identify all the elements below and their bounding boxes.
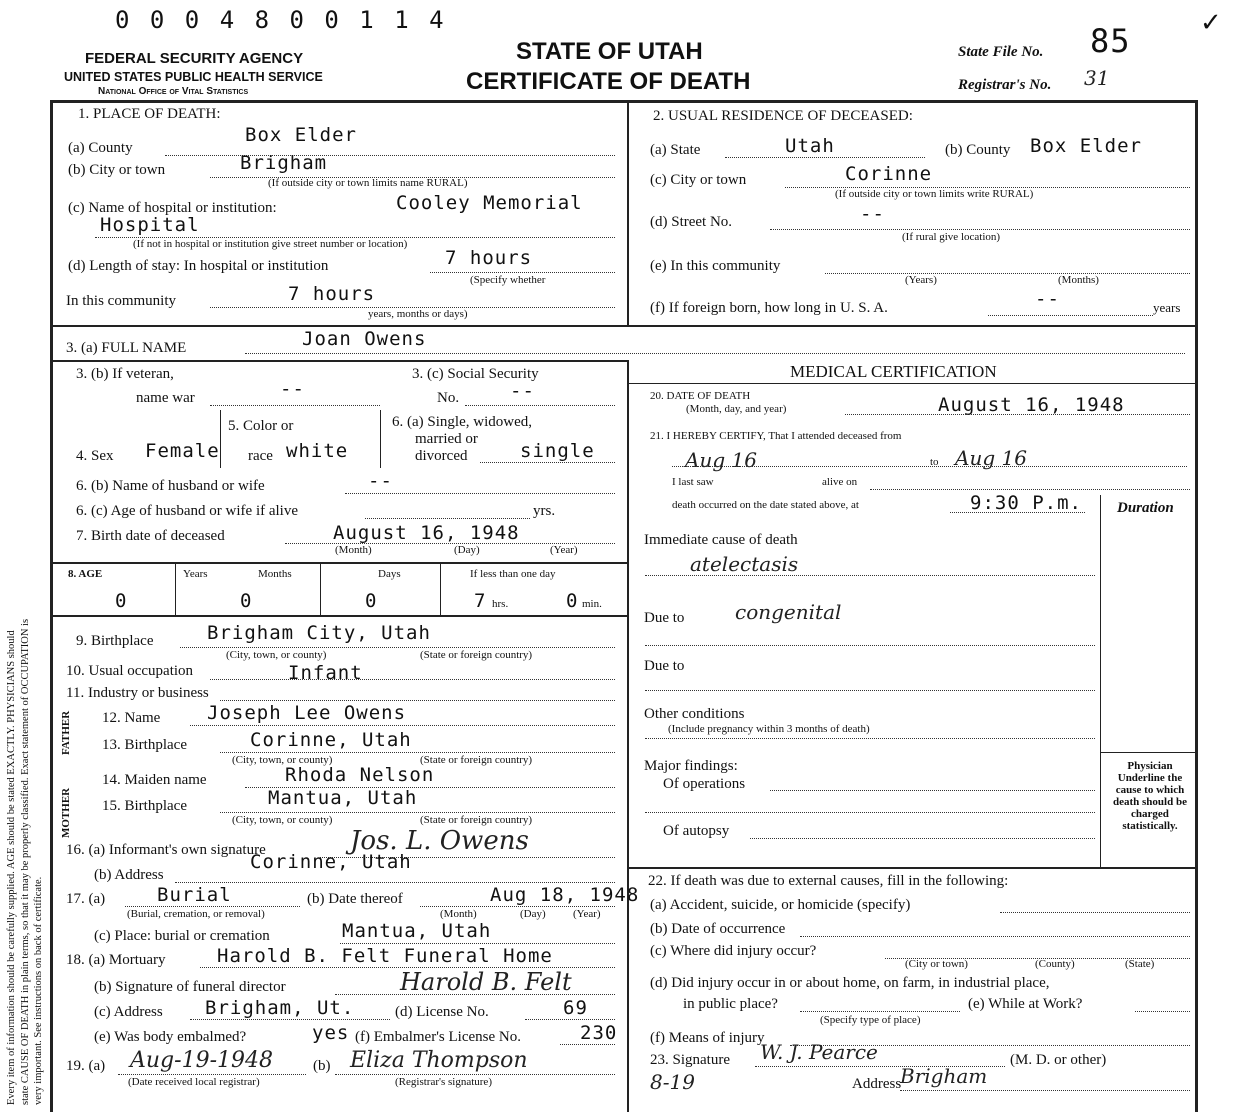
res-community-label: (e) In this community — [650, 258, 781, 274]
father-bp-city-note: (City, town, or county) — [232, 754, 333, 766]
occupation-label: 10. Usual occupation — [66, 663, 194, 679]
physician-signature: W. J. Pearce — [760, 1040, 878, 1064]
fullname-value: Joan Owens — [302, 328, 427, 350]
received-note: (Date received local registrar) — [128, 1076, 260, 1088]
check-mark-icon: ✓ — [1200, 8, 1222, 38]
immediate-cause-label: Immediate cause of death — [644, 532, 798, 548]
means-label: (f) Means of injury — [650, 1030, 765, 1046]
physician-address: Brigham — [900, 1064, 988, 1088]
husband-value: -- — [368, 470, 393, 492]
foreign-value: -- — [1035, 288, 1060, 310]
mother-side-label: MOTHER — [60, 787, 72, 838]
community-label: In this community — [66, 293, 176, 309]
margin-instructions-2: state CAUSE OF DEATH in plain terms, so that it may be properly classified. Exact statement of OCCUPATION is — [20, 618, 31, 1105]
last-saw-label: I last saw — [672, 476, 714, 488]
state-file-number: 85 — [1090, 22, 1131, 60]
res-months-note: (Months) — [1058, 274, 1099, 286]
burial-label: 17. (a) — [66, 891, 106, 907]
county-label: (a) County — [68, 140, 133, 156]
registrar-signature: Eliza Thompson — [350, 1048, 528, 1073]
veteran-label: 3. (b) If veteran, — [76, 366, 174, 382]
physician-note: Physician Underline the cause to which death should be charged statistically. — [1113, 760, 1187, 832]
specify-note: (Specify whether — [470, 274, 546, 286]
informant-label: 16. (a) Informant's own signature — [66, 842, 266, 858]
age-label: 8. AGE — [68, 568, 103, 580]
husband-age-label: 6. (c) Age of husband or wife if alive — [76, 503, 299, 519]
time-value: 9:30 P.m. — [970, 492, 1082, 514]
mother-birthplace-label: 15. Birthplace — [102, 798, 187, 814]
attended-to-value: Aug 16 — [955, 446, 1027, 470]
birthplace-label: 9. Birthplace — [76, 633, 154, 649]
hospital-value-2: Hospital — [100, 214, 200, 236]
birthplace-value: Brigham City, Utah — [207, 622, 431, 644]
birthplace-city-note: (City, town, or county) — [226, 649, 327, 661]
father-name-label: 12. Name — [102, 710, 161, 726]
age-less-header: If less than one day — [470, 568, 556, 580]
operations-label: Of operations — [663, 776, 746, 792]
attended-from-value: Aug 16 — [685, 448, 757, 472]
age-min-unit: min. — [582, 598, 602, 610]
informant-signature: Jos. L. Owens — [350, 826, 529, 856]
state-title: STATE OF UTAH — [516, 38, 703, 65]
res-state-value: Utah — [785, 135, 835, 157]
certify-text: 21. I HEREBY CERTIFY, That I attended deceased from — [650, 430, 902, 442]
father-birthplace-label: 13. Birthplace — [102, 737, 187, 753]
year-note: (Year) — [550, 544, 578, 556]
registrar-number: 31 — [1084, 66, 1110, 90]
license-label: (d) License No. — [395, 1004, 489, 1020]
age-days-value: 0 — [365, 590, 378, 612]
war-label: name war — [136, 390, 195, 406]
burial-date-value: Aug 18, 1948 — [490, 884, 640, 906]
embalmed-label: (e) Was body embalmed? — [94, 1029, 247, 1045]
hospital-value: Cooley Memorial — [396, 192, 583, 214]
immediate-cause-value: atelectasis — [690, 552, 799, 576]
where-city-note: (City or town) — [905, 958, 968, 970]
residence-heading: 2. USUAL RESIDENCE OF DECEASED: — [653, 108, 913, 124]
public-label: in public place? — [683, 996, 778, 1012]
marital-label-3: divorced — [415, 448, 468, 464]
sex-label: 4. Sex — [76, 448, 114, 464]
major-findings-label: Major findings: — [644, 758, 738, 774]
marital-label-1: 6. (a) Single, widowed, — [392, 414, 532, 430]
informant-address-label: (b) Address — [94, 867, 164, 883]
street-label: (d) Street No. — [650, 214, 733, 230]
yrs-label: yrs. — [533, 503, 556, 519]
serial-number: 0 0 0 4 8 0 0 1 1 4 — [115, 6, 447, 34]
hospital-note: (If not in hospital or institution give street number or location) — [133, 238, 408, 250]
age-months-value: 0 — [240, 590, 253, 612]
burial-note: (Burial, cremation, or removal) — [127, 908, 265, 920]
due-to-2-label: Due to — [644, 658, 685, 674]
father-side-label: FATHER — [60, 710, 72, 755]
where-label: (c) Where did injury occur? — [650, 943, 817, 959]
res-city-note: (If outside city or town limits write RURAL) — [835, 188, 1034, 200]
res-years-note: (Years) — [905, 274, 937, 286]
mother-name-label: 14. Maiden name — [102, 772, 207, 788]
other-conditions-note: (Include pregnancy within 3 months of death) — [668, 723, 870, 735]
embalmer-value: 230 — [580, 1022, 618, 1044]
due-to-1-label: Due to — [644, 610, 685, 626]
work-label: (e) While at Work? — [968, 996, 1083, 1012]
registrar-note: (Registrar's signature) — [395, 1076, 492, 1088]
color-label: 5. Color or — [228, 418, 294, 434]
medical-heading: MEDICAL CERTIFICATION — [790, 362, 997, 381]
race-value: white — [286, 440, 349, 462]
place-label: (c) Place: burial or cremation — [94, 928, 270, 944]
ss-no-label: No. — [437, 390, 460, 406]
burial-year-note: (Year) — [573, 908, 601, 920]
age-years-header: Years — [183, 568, 208, 580]
received-value: Aug-19-1948 — [130, 1048, 273, 1073]
fullname-label: 3. (a) FULL NAME — [66, 340, 187, 356]
signature-label: 23. Signature — [650, 1052, 730, 1068]
city-note: (If outside city or town limits name RURAL) — [268, 177, 468, 189]
state-file-label: State File No. — [958, 44, 1044, 60]
hospital-label: (c) Name of hospital or institution: — [68, 200, 277, 216]
page-title: CERTIFICATE OF DEATH — [466, 68, 751, 95]
physician-sign-date: 8-19 — [650, 1070, 695, 1094]
dod-sub: (Month, day, and year) — [686, 403, 787, 415]
fd-address-label: (c) Address — [94, 1004, 163, 1020]
war-value: -- — [280, 378, 305, 400]
agency-service: UNITED STATES PUBLIC HEALTH SERVICE — [64, 70, 323, 84]
mortuary-value: Harold B. Felt Funeral Home — [217, 945, 553, 967]
mother-bp-city-note: (City, town, or county) — [232, 814, 333, 826]
other-conditions-label: Other conditions — [644, 706, 745, 722]
res-county-value: Box Elder — [1030, 135, 1142, 157]
specify-place-note: (Specify type of place) — [820, 1014, 921, 1026]
month-note: (Month) — [335, 544, 372, 556]
margin-instructions-3: very important. See instructions on back of certificate. — [33, 876, 44, 1105]
community-value: 7 hours — [288, 283, 376, 305]
duration-label: Duration — [1117, 500, 1174, 516]
age-hrs-unit: hrs. — [492, 598, 509, 610]
city-label: (b) City or town — [68, 162, 166, 178]
ss-value: -- — [510, 380, 535, 402]
where-state-note: (State) — [1125, 958, 1155, 970]
stay-value: 7 hours — [445, 247, 533, 269]
dod-value: August 16, 1948 — [938, 394, 1125, 416]
place-value: Mantua, Utah — [342, 920, 492, 942]
age-days-header: Days — [378, 568, 401, 580]
embalmed-value: yes — [312, 1022, 350, 1044]
county-value: Box Elder — [245, 124, 357, 146]
mother-birthplace-value: Mantua, Utah — [268, 787, 418, 809]
foreign-years-suffix: years — [1153, 300, 1181, 315]
street-value: -- — [860, 203, 885, 225]
race-label: race — [248, 448, 273, 464]
where-county-note: (County) — [1035, 958, 1075, 970]
due-to-1-value: congenital — [735, 600, 842, 624]
home-label: (d) Did injury occur in or about home, on farm, in industrial place, — [650, 975, 1050, 991]
marital-value: single — [520, 440, 595, 462]
occupation-value: Infant — [288, 662, 363, 684]
units-note: years, months or days) — [368, 308, 468, 320]
burial-value: Burial — [157, 884, 232, 906]
md-label: (M. D. or other) — [1010, 1052, 1107, 1068]
foreign-label: (f) If foreign born, how long in U. S. A. — [650, 300, 888, 316]
birth-date-label: 7. Birth date of deceased — [76, 528, 225, 544]
burial-date-label: (b) Date thereof — [307, 891, 403, 907]
res-county-label: (b) County — [945, 142, 1011, 158]
to-label: to — [930, 456, 939, 468]
autopsy-label: Of autopsy — [663, 823, 730, 839]
street-note: (If rural give location) — [902, 231, 1001, 243]
mother-name-value: Rhoda Nelson — [285, 764, 435, 786]
father-bp-state-note: (State or foreign country) — [420, 754, 533, 766]
res-state-label: (a) State — [650, 142, 701, 158]
father-birthplace-value: Corinne, Utah — [250, 729, 412, 751]
fd-address-value: Brigham, Ut. — [205, 997, 355, 1019]
stay-label: (d) Length of stay: In hospital or institution — [68, 258, 329, 274]
place-of-death-heading: 1. PLACE OF DEATH: — [78, 106, 221, 122]
agency-office: National Office of Vital Statistics — [98, 86, 249, 97]
physician-address-label: Address — [852, 1076, 902, 1092]
ss-label: 3. (c) Social Security — [412, 366, 539, 382]
age-min-value: 0 — [566, 590, 579, 612]
age-months-header: Months — [258, 568, 292, 580]
director-label: (b) Signature of funeral director — [94, 979, 286, 995]
day-note: (Day) — [454, 544, 480, 556]
age-hrs-value: 7 — [474, 590, 487, 612]
birth-date-value: August 16, 1948 — [333, 522, 520, 544]
father-name-value: Joseph Lee Owens — [207, 702, 407, 724]
sex-value: Female — [145, 440, 220, 462]
industry-label: 11. Industry or business — [66, 685, 209, 701]
death-occurred-label: death occurred on the date stated above, at — [672, 499, 859, 511]
birthplace-state-note: (State or foreign country) — [420, 649, 533, 661]
burial-day-note: (Day) — [520, 908, 546, 920]
margin-instructions-1: Every item of information should be carefully supplied. AGE should be stated EXACTLY. PHYSICIANS should — [6, 630, 17, 1105]
mother-bp-state-note: (State or foreign country) — [420, 814, 533, 826]
husband-label: 6. (b) Name of husband or wife — [76, 478, 265, 494]
registrar-label: Registrar's No. — [958, 77, 1052, 93]
burial-month-note: (Month) — [440, 908, 477, 920]
embalmer-label: (f) Embalmer's License No. — [355, 1029, 521, 1045]
informant-address-value: Corinne, Utah — [250, 851, 412, 873]
external-causes-label: 22. If death was due to external causes, fill in the following: — [648, 873, 1009, 889]
city-value: Brigham — [240, 152, 328, 174]
received-label: 19. (a) — [66, 1058, 106, 1074]
occurrence-label: (b) Date of occurrence — [650, 921, 786, 937]
registrar-sig-label: (b) — [313, 1058, 331, 1074]
agency-name: FEDERAL SECURITY AGENCY — [85, 50, 304, 67]
license-value: 69 — [563, 997, 588, 1019]
dod-label: 20. DATE OF DEATH — [650, 390, 751, 402]
director-signature: Harold B. Felt — [400, 968, 572, 996]
marital-label-2: married or — [415, 431, 478, 447]
alive-on-label: alive on — [822, 476, 858, 488]
res-city-label: (c) City or town — [650, 172, 747, 188]
accident-label: (a) Accident, suicide, or homicide (specify) — [650, 897, 911, 913]
res-city-value: Corinne — [845, 163, 933, 185]
mortuary-label: 18. (a) Mortuary — [66, 952, 166, 968]
age-years-value: 0 — [115, 590, 128, 612]
